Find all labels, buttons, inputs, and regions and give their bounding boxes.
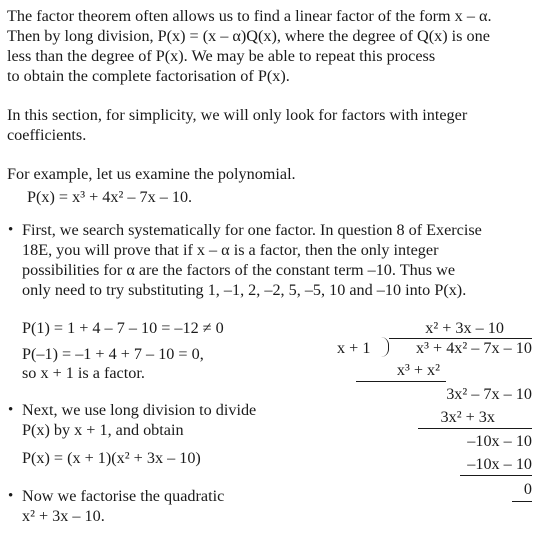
- simplicity-paragraph: [7, 105, 537, 145]
- ld-rule-4: [512, 501, 532, 502]
- simplicity-line-1: In this section, for simplicity, we will only look for factors with integer: [7, 106, 468, 124]
- polynomial-equation: P(x) = x³ + 4x² – 7x – 10.: [27, 188, 193, 206]
- ld-step-5: –10x – 10: [467, 455, 532, 473]
- bullet-3-text: [22, 486, 322, 526]
- bullet-1-line-2: 18E, you will prove that if x – α is a factor, then the only integer: [22, 241, 439, 259]
- intro-paragraph: [7, 6, 537, 86]
- bullet-1-line-4: only need to try substituting 1, –1, 2, –2, 5, –5, 10 and –10 into P(x).: [22, 281, 467, 299]
- factored-equation: P(x) = (x + 1)(x² + 3x – 10): [22, 449, 201, 467]
- simplicity-line-2: coefficients.: [7, 126, 87, 144]
- evaluation-p1: P(1) = 1 + 4 – 7 – 10 = –12 ≠ 0: [22, 319, 224, 337]
- ld-rule-2: [418, 428, 532, 429]
- intro-line-1: The factor theorem often allows us to find a linear factor of the form x – α.: [7, 7, 492, 25]
- bullet-1-line-1: First, we search systematically for one factor. In question 8 of Exercise: [22, 221, 482, 239]
- ld-step-4: –10x – 10: [467, 432, 532, 450]
- ld-rule-1: [356, 381, 446, 382]
- bullet-3-line-1: Now we factorise the quadratic: [22, 487, 225, 505]
- ld-dividend: x³ + 4x² – 7x – 10: [416, 339, 532, 357]
- bullet-marker-3: •: [8, 488, 14, 504]
- ld-quotient: x² + 3x – 10: [425, 319, 504, 337]
- factor-note: so x + 1 is a factor.: [22, 364, 145, 382]
- example-paragraph: [7, 164, 537, 184]
- bullet-marker-1: •: [8, 222, 14, 238]
- ld-step-1: x³ + x²: [396, 361, 440, 379]
- ld-division-bracket: [381, 337, 389, 357]
- bullet-1-text: [22, 220, 532, 300]
- example-line: For example, let us examine the polynomial.: [7, 165, 296, 183]
- ld-divisor: x + 1: [337, 339, 371, 357]
- ld-remainder: 0: [523, 480, 532, 498]
- bullet-3-line-2: x² + 3x – 10.: [22, 507, 105, 525]
- evaluation-p-minus-1: P(–1) = –1 + 4 + 7 – 10 = 0,: [22, 345, 204, 363]
- bullet-1-line-3: possibilities for α are the factors of the constant term –10. Thus we: [22, 261, 455, 279]
- bullet-2-line-2: P(x) by x + 1, and obtain: [22, 421, 184, 439]
- long-division: [337, 318, 532, 510]
- bullet-marker-2: •: [8, 402, 14, 418]
- bullet-2-line-1: Next, we use long division to divide: [22, 401, 257, 419]
- intro-line-3: less than the degree of P(x). We may be able to repeat this process: [7, 47, 436, 65]
- ld-step-2: 3x² – 7x – 10: [446, 385, 532, 403]
- intro-line-2: Then by long division, P(x) = (x – α)Q(x), where the degree of Q(x) is one: [7, 27, 490, 45]
- ld-step-3: 3x² + 3x: [440, 408, 495, 426]
- bullet-2-text: [22, 400, 322, 440]
- ld-rule-3: [460, 475, 532, 476]
- intro-line-4: to obtain the complete factorisation of P(x).: [7, 67, 290, 85]
